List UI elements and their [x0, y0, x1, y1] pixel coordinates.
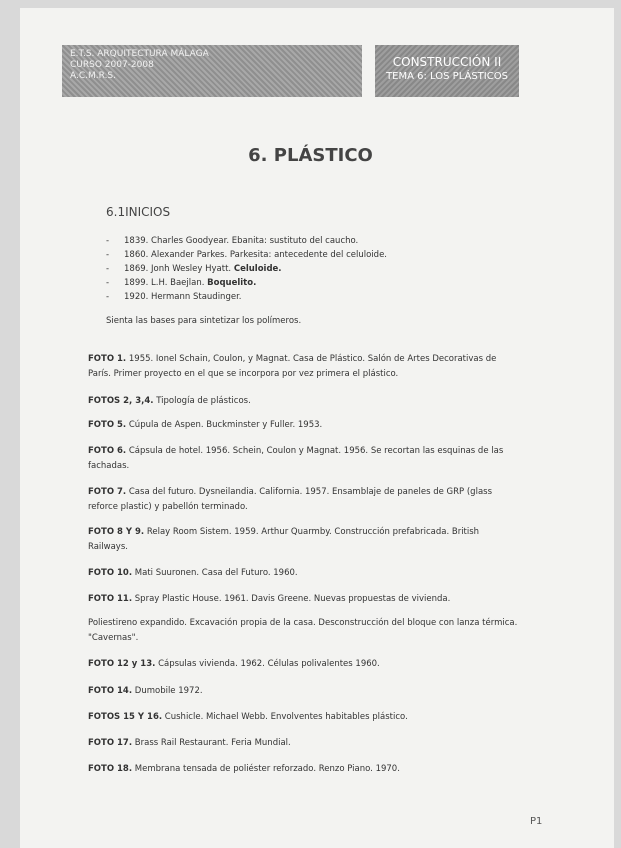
timeline-item: [106, 262, 387, 276]
timeline-year: 1899.: [124, 278, 149, 288]
timeline-year: 1869.: [124, 264, 149, 274]
intro-text: Sienta las bases para sintetizar los polímeros.: [106, 316, 302, 326]
entry-text: Cúpula de Aspen. Buckminster y Fuller. 1953.: [126, 420, 323, 430]
timeline-text: Hermann Staudinger.: [148, 292, 242, 302]
page-number: P1: [530, 816, 543, 827]
header-school: E.T.S. ARQUITECTURA MÁLAGA: [70, 49, 209, 59]
timeline-year: 1860.: [124, 250, 149, 260]
photo-entry: [88, 710, 518, 725]
header-initials: A.C.M.R.S.: [70, 71, 116, 81]
section-heading: 6.1INICIOS: [106, 205, 171, 219]
header-course: CONSTRUCCIÓN II: [392, 55, 502, 69]
timeline-bold: Celuloide.: [233, 264, 282, 274]
timeline-item: [106, 234, 387, 248]
timeline-list: [106, 234, 387, 304]
timeline-text: L.H. Baejlan.: [148, 278, 208, 288]
timeline-item: [106, 276, 387, 290]
entry-label: FOTO 10.: [88, 568, 133, 578]
entry-label: FOTOS 15 Y 16.: [88, 712, 163, 722]
entry-label: FOTO 5.: [88, 420, 127, 430]
entry-label: FOTO 18.: [88, 764, 133, 774]
photo-entry: [88, 566, 518, 581]
photo-entry: [88, 657, 518, 672]
header-year: CURSO 2007-2008: [70, 60, 154, 70]
photo-entry: [88, 485, 518, 515]
entry-label: FOTO 8 Y 9.: [88, 527, 145, 537]
entry-label: FOTOS 2, 3,4.: [88, 396, 154, 406]
photo-entry: [88, 616, 518, 646]
entry-text: Casa del futuro. Dysneilandia. California. 1957. Ensamblaje de paneles de GRP (glass reforce plastic) y pabellón terminado.: [88, 487, 493, 512]
entry-text: Tipología de plásticos.: [153, 396, 251, 406]
photo-entry: [88, 592, 518, 607]
photo-entry: [88, 394, 518, 409]
timeline-item: [106, 248, 387, 262]
timeline-year: 1920.: [124, 292, 149, 302]
photo-entry: [88, 418, 518, 433]
entry-text: 1955. Ionel Schain, Coulon, y Magnat. Casa de Plástico. Salón de Artes Decorativas de París. Primer proyecto en el que se incorpora por vez primera el plástico.: [88, 354, 497, 379]
entry-label: FOTO 12 y 13.: [88, 659, 156, 669]
timeline-text: Alexander Parkes. Parkesita: antecedente del celuloide.: [148, 250, 387, 260]
entry-label: FOTO 6.: [88, 446, 127, 456]
photo-entry: [88, 525, 518, 555]
entry-label: FOTO 11.: [88, 594, 133, 604]
entry-text: Mati Suuronen. Casa del Futuro. 1960.: [132, 568, 298, 578]
entry-label: FOTO 14.: [88, 686, 133, 696]
entry-text: Relay Room Sistem. 1959. Arthur Quarmby. Construcción prefabricada. British Railways.: [88, 527, 480, 552]
entry-label: FOTO 17.: [88, 738, 133, 748]
photo-entry: [88, 444, 518, 474]
photo-entry: [88, 762, 518, 777]
header-topic: TEMA 6: LOS PLÁSTICOS: [386, 71, 508, 82]
timeline-text: Charles Goodyear. Ebanita: sustituto del caucho.: [148, 236, 359, 246]
page-title: 6. PLÁSTICO: [248, 145, 373, 166]
entry-text: Cápsulas vivienda. 1962. Células polivalentes 1960.: [155, 659, 380, 669]
photo-entry: [88, 736, 518, 751]
entry-text: Dumobile 1972.: [132, 686, 203, 696]
entry-label: FOTO 7.: [88, 487, 127, 497]
entry-text: Membrana tensada de poliéster reforzado. Renzo Piano. 1970.: [132, 764, 400, 774]
photo-entry: [88, 352, 518, 382]
entry-text: Cushicle. Michael Webb. Envolventes habitables plástico.: [162, 712, 408, 722]
photo-entry: [88, 684, 518, 699]
timeline-year: 1839.: [124, 236, 149, 246]
timeline-bold: Boquelito.: [207, 278, 257, 288]
timeline-text: Jonh Wesley Hyatt.: [148, 264, 234, 274]
entry-text: Cápsula de hotel. 1956. Schein, Coulon y Magnat. 1956. Se recortan las esquinas de las fachadas.: [88, 446, 504, 471]
timeline-item: [106, 290, 387, 304]
entry-label: FOTO 1.: [88, 354, 127, 364]
entry-text: Brass Rail Restaurant. Feria Mundial.: [132, 738, 291, 748]
header-institution-block: [62, 45, 362, 97]
entry-text: Spray Plastic House. 1961. Davis Greene. Nuevas propuestas de vivienda.: [132, 594, 451, 604]
header-course-block: [375, 45, 519, 97]
entry-text: Poliestireno expandido. Excavación propia de la casa. Desconstrucción del bloque con lanza térmica. "Cavernas".: [88, 618, 518, 643]
